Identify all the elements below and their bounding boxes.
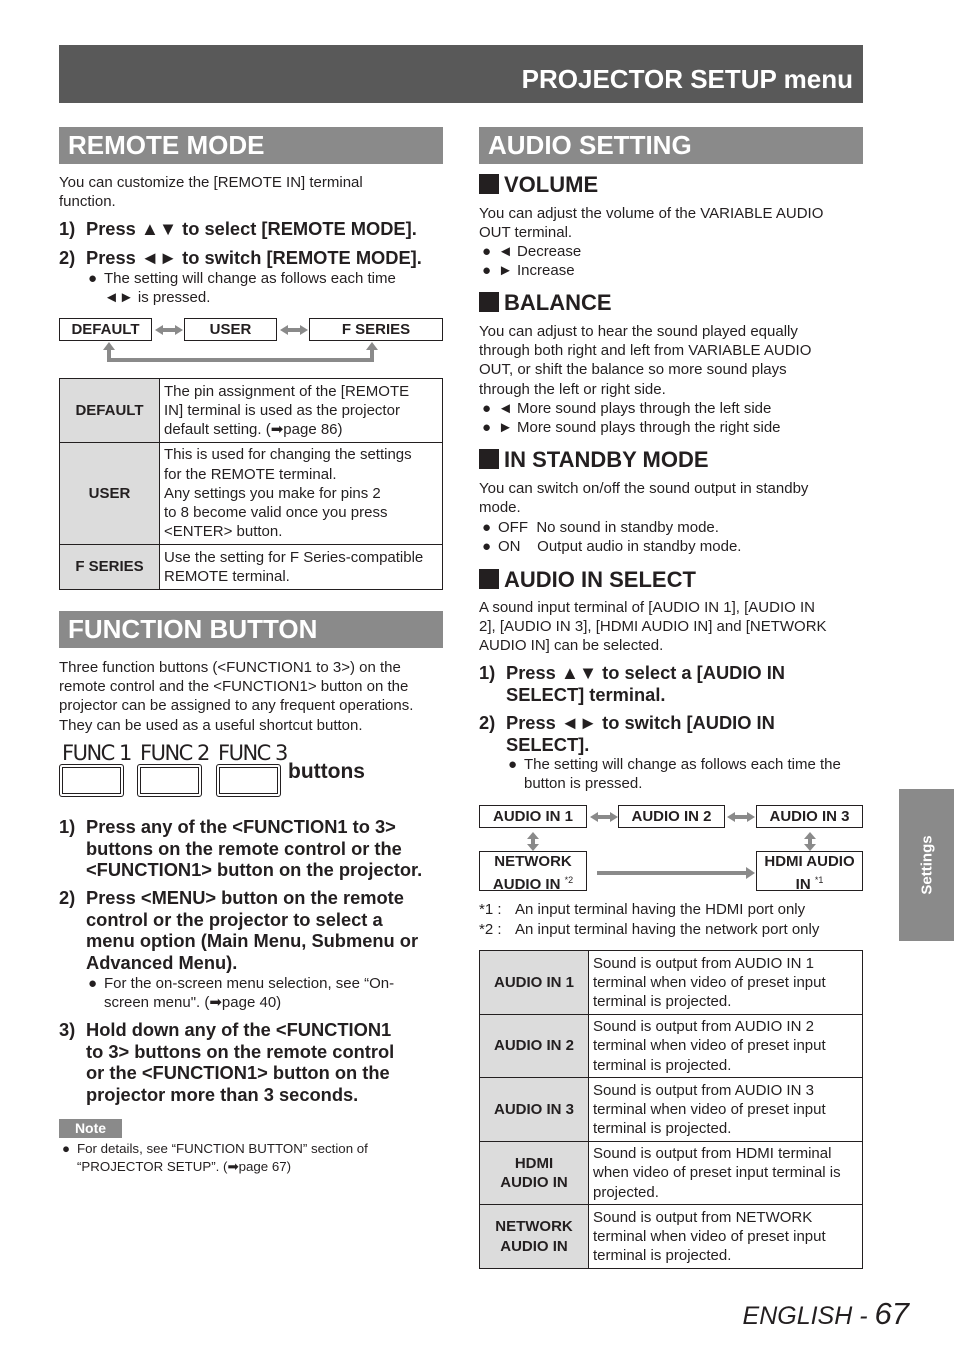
audio-footnotes: *1 : An input terminal having the HDMI port only *2 : An input terminal having the network port only [479, 901, 820, 938]
balance-bullets: ● ◄ More sound plays through the left side ● ► More sound plays through the right side [482, 400, 781, 436]
table-value: Sound is output from AUDIO IN 3 terminal when video of preset input terminal is projected. [589, 1078, 863, 1142]
flow-box-default: DEFAULT [59, 318, 152, 341]
table-value: This is used for changing the settings for the REMOTE terminal. Any settings you make for pins 2 to 8 become valid once you press <ENTER> button. [160, 443, 443, 545]
func3-key-icon [216, 764, 281, 797]
remote-mode-step-2: 2) Press ◄► to switch [REMOTE MODE]. [59, 247, 422, 268]
page-header-title: PROJECTOR SETUP menu [521, 64, 853, 94]
section-title-audio-setting: AUDIO SETTING [479, 127, 863, 164]
standby-bullets: ● OFF No sound in standby mode. ● ON Output audio in standby mode. [482, 519, 742, 555]
section-title-remote-mode: REMOTE MODE [59, 127, 443, 164]
func2-key-label: FUNC 2 [140, 741, 209, 765]
remote-mode-intro: You can customize the [REMOTE IN] terminal function. [59, 174, 363, 211]
table-key: AUDIO IN 3 [480, 1078, 589, 1142]
table-key: F SERIES [60, 545, 160, 590]
function-step-1: 1) Press any of the <FUNCTION1 to 3> buttons on the remote control or the <FUNCTION1> button on the projector. [59, 816, 423, 880]
subsection-audio-in-select: AUDIO IN SELECT [479, 567, 779, 593]
side-tab-settings: Settings [899, 789, 954, 941]
audio-in-select-intro: A sound input terminal of [AUDIO IN 1], [AUDIO IN 2], [AUDIO IN 3], [HDMI AUDIO IN] and [NETWORK AUDIO IN] can be selected. [479, 599, 827, 655]
table-row [60, 379, 443, 443]
flow-box-hdmi-audio-in: HDMI AUDIO IN $^{*1}$ [756, 851, 863, 891]
balance-intro: You can adjust to hear the sound played equally through both right and left from VARIABLE AUDIO OUT, or shift the balance so more sound plays through the left or right side. [479, 323, 812, 398]
buttons-label: buttons [288, 760, 365, 783]
square-bullet-icon [479, 449, 499, 469]
page-header [59, 45, 863, 103]
func3-key-label: FUNC 3 [218, 741, 287, 765]
flow-box-audio-in-1: AUDIO IN 1 [479, 805, 587, 828]
func1-key-icon [59, 764, 124, 797]
audio-flow-arrows [479, 805, 863, 891]
table-row [480, 1205, 863, 1269]
remote-mode-flow-arrows [59, 318, 443, 368]
function-step-2: 2) Press <MENU> button on the remote control or the projector to select a menu option (Main Menu, Submenu or Advanced Menu). [59, 887, 419, 973]
subsection-volume: VOLUME [479, 172, 779, 198]
volume-intro: You can adjust the volume of the VARIABLE AUDIO OUT terminal. [479, 205, 824, 242]
table-value: The pin assignment of the [REMOTE IN] terminal is used as the projector default setting. (➡page 86) [160, 379, 443, 443]
table-key: NETWORK AUDIO IN [480, 1205, 589, 1269]
table-key: HDMI AUDIO IN [480, 1142, 589, 1205]
footer-language: ENGLISH - [742, 1302, 875, 1330]
flow-box-user: USER [184, 318, 277, 341]
note-text: ● For details, see “FUNCTION BUTTON” section of “PROJECTOR SETUP”. (➡page 67) [62, 1141, 368, 1174]
flow-box-audio-in-3: AUDIO IN 3 [756, 805, 863, 828]
flow-box-f-series: F SERIES [309, 318, 443, 341]
table-value: Sound is output from AUDIO IN 2 terminal when video of preset input terminal is projected. [589, 1015, 863, 1078]
subsection-standby: IN STANDBY MODE [479, 447, 779, 473]
remote-mode-step-1: 1) Press ▲▼ to select [REMOTE MODE]. [59, 218, 417, 239]
table-value: Sound is output from AUDIO IN 1 terminal when video of preset input terminal is projected. [589, 951, 863, 1015]
table-row [60, 545, 443, 590]
standby-intro: You can switch on/off the sound output in standby mode. [479, 480, 809, 517]
table-value: Use the setting for F Series-compatible REMOTE terminal. [160, 545, 443, 590]
section-title-function-button: FUNCTION BUTTON [59, 611, 443, 648]
func2-key-icon [137, 764, 202, 797]
table-key: AUDIO IN 1 [480, 951, 589, 1015]
audio-in-step-2: 2) Press ◄► to switch [AUDIO IN SELECT]. [479, 712, 775, 755]
table-row [480, 1142, 863, 1205]
table-row [480, 1015, 863, 1078]
audio-in-table [479, 950, 863, 1269]
table-key: AUDIO IN 2 [480, 1015, 589, 1078]
table-key: DEFAULT [60, 379, 160, 443]
table-value: Sound is output from HDMI terminal when video of preset input terminal is projected. [589, 1142, 863, 1205]
table-value: Sound is output from NETWORK terminal when video of preset input terminal is projected. [589, 1205, 863, 1269]
remote-mode-table [59, 378, 443, 590]
table-row [480, 1078, 863, 1142]
func1-key-label: FUNC 1 [62, 741, 131, 765]
flow-box-audio-in-2: AUDIO IN 2 [618, 805, 725, 828]
square-bullet-icon [479, 174, 499, 194]
page-footer [743, 1296, 909, 1332]
audio-in-bullet: ● The setting will change as follows each time the button is pressed. [508, 756, 841, 792]
table-row [60, 443, 443, 545]
square-bullet-icon [479, 569, 499, 589]
note-label: Note [59, 1119, 122, 1138]
function-button-intro: Three function buttons (<FUNCTION1 to 3>) on the remote control and the <FUNCTION1> button on the projector can be assigned to any frequent operations. They can be used as a useful shortcut button. [59, 659, 414, 734]
audio-in-step-1: 1) Press ▲▼ to select a [AUDIO IN SELECT] terminal. [479, 662, 786, 705]
function-step-2-bullet: ● For the on-screen menu selection, see “On- screen menu". (➡page 40) [88, 975, 395, 1011]
function-step-3: 3) Hold down any of the <FUNCTION1 to 3> buttons on the remote control or the <FUNCTION1> button on the projector more than 3 seconds. [59, 1019, 395, 1105]
subsection-balance: BALANCE [479, 290, 779, 316]
volume-bullets: ● ◄ Decrease ● ► Increase [482, 243, 582, 279]
flow-box-network-audio-in: NETWORK AUDIO IN $^{*2}$ [479, 851, 587, 891]
table-key: USER [60, 443, 160, 545]
remote-mode-bullet: ● The setting will change as follows each time ◄► is pressed. [88, 270, 396, 306]
table-row [480, 951, 863, 1015]
page-number: 67 [874, 1296, 909, 1331]
square-bullet-icon [479, 292, 499, 312]
